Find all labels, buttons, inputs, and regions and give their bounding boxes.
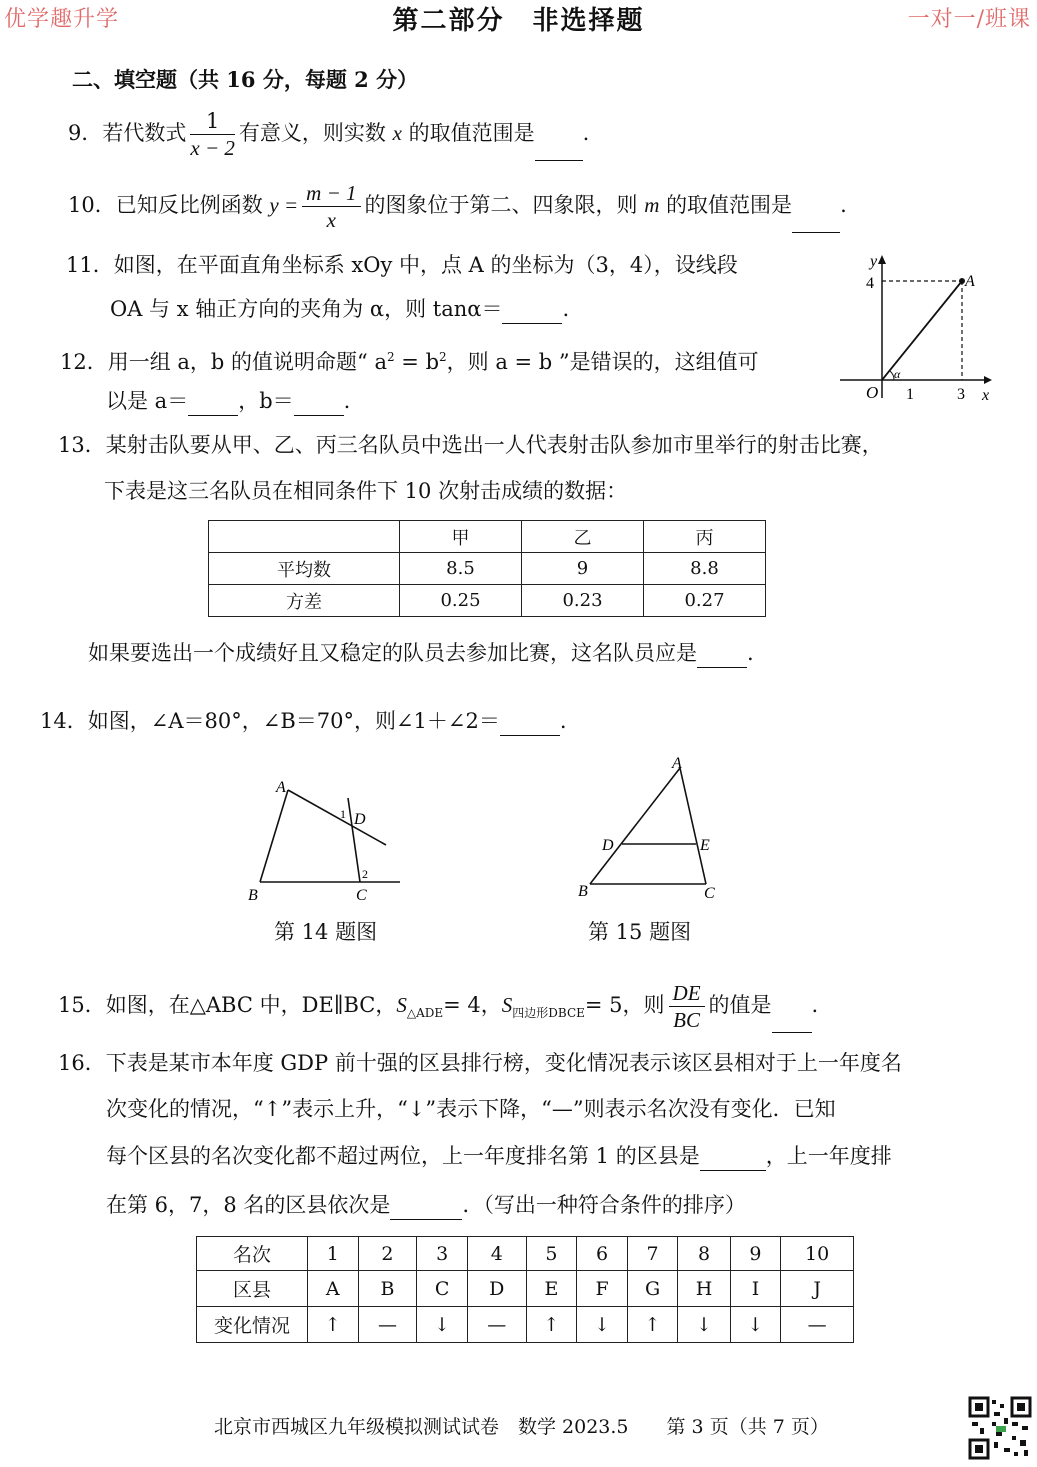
q14-caption: 第 14 题图 bbox=[274, 920, 378, 944]
q10-text-pre: 已知反比例函数 bbox=[115, 193, 263, 217]
table-cell: 10 bbox=[781, 1237, 854, 1271]
q13-score-table bbox=[208, 520, 766, 617]
table-cell: 4 bbox=[467, 1237, 526, 1271]
label-d: D bbox=[354, 811, 366, 828]
question-number: 15． bbox=[58, 993, 106, 1017]
q10-text-post: 的图象位于第二、四象限，则 bbox=[364, 193, 638, 217]
answer-blank bbox=[697, 645, 747, 668]
q9-variable: x bbox=[392, 121, 402, 145]
origin-label: O bbox=[866, 383, 879, 402]
x-axis-arrow bbox=[984, 376, 992, 384]
table-cell: 9 bbox=[730, 1237, 781, 1271]
question-11-line1 bbox=[66, 250, 738, 280]
q10-numerator: m − 1 bbox=[302, 180, 360, 207]
table-cell: ↓ bbox=[417, 1307, 468, 1343]
table-cell: 9 bbox=[522, 553, 644, 585]
q15-s2-val: = 5，则 bbox=[584, 993, 665, 1017]
q14-figure bbox=[240, 770, 420, 910]
q13-end: . bbox=[747, 641, 754, 665]
table-cell: 8.8 bbox=[644, 553, 766, 585]
label-a: A bbox=[672, 755, 682, 772]
question-11-line2 bbox=[110, 294, 569, 324]
label-c: C bbox=[704, 885, 715, 902]
table-header-cell: 变化情况 bbox=[197, 1307, 308, 1343]
table-cell: H bbox=[678, 1271, 730, 1307]
page-title: 第二部分 非选择题 bbox=[392, 6, 645, 36]
table-cell: 5 bbox=[526, 1237, 577, 1271]
table-header-cell bbox=[209, 521, 400, 553]
table-cell: — bbox=[781, 1307, 854, 1343]
table-cell: J bbox=[781, 1271, 854, 1307]
table-cell: 2 bbox=[358, 1237, 417, 1271]
table-cell: 0.27 bbox=[644, 585, 766, 617]
table-cell: ↑ bbox=[627, 1307, 678, 1343]
q10-denominator: x bbox=[326, 208, 336, 232]
q12-line1-mid: = b bbox=[394, 350, 440, 374]
q16-line3-post: ，上一年度排 bbox=[765, 1144, 892, 1168]
q16-line3-pre: 每个区县的名次变化都不超过两位，上一年度排名第 1 的区县是 bbox=[106, 1144, 700, 1168]
answer-blank-1 bbox=[700, 1148, 766, 1171]
question-number: 16． bbox=[58, 1051, 106, 1075]
angle-2-label: 2 bbox=[362, 867, 368, 881]
question-12-line2 bbox=[106, 386, 350, 416]
q11-line1: 如图，在平面直角坐标系 xOy 中，点 A 的坐标为（3，4），设线段 bbox=[113, 253, 738, 277]
table-header-cell: 乙 bbox=[522, 521, 644, 553]
q11-end: . bbox=[562, 297, 570, 321]
answer-blank-2 bbox=[390, 1197, 462, 1220]
table-row bbox=[209, 521, 766, 553]
tick-x-1: 1 bbox=[906, 386, 914, 403]
q13-line3: 如果要选出一个成绩好且又稳定的队员去参加比赛，这名队员应是 bbox=[88, 641, 697, 665]
q10-fraction bbox=[302, 180, 360, 233]
table-cell: ↑ bbox=[308, 1307, 359, 1343]
q15-fraction bbox=[669, 980, 705, 1033]
q16-line1: 下表是某市本年度 GDP 前十强的区县排行榜，变化情况表示该区县相对于上一年度名 bbox=[105, 1051, 902, 1075]
table-header-cell: 区县 bbox=[197, 1271, 308, 1307]
answer-blank bbox=[772, 1010, 812, 1033]
table-row bbox=[197, 1271, 854, 1307]
q9-text-post: 有意义，则实数 bbox=[238, 121, 386, 145]
table-cell: A bbox=[308, 1271, 359, 1307]
question-16-line4 bbox=[106, 1190, 746, 1220]
q15-end: . bbox=[811, 993, 819, 1017]
question-number: 9． bbox=[68, 121, 103, 145]
answer-blank-b bbox=[294, 393, 344, 416]
tick-y-4: 4 bbox=[866, 275, 874, 292]
table-cell: I bbox=[730, 1271, 781, 1307]
q15-numerator: DE bbox=[669, 980, 705, 1007]
label-e: E bbox=[700, 837, 710, 854]
q9-fraction bbox=[190, 108, 235, 161]
y-axis-arrow bbox=[878, 255, 886, 264]
label-d: D bbox=[602, 837, 614, 854]
q9-text-pre: 若代数式 bbox=[102, 121, 187, 145]
question-12-line1 bbox=[60, 342, 759, 377]
q16-ranking-table bbox=[196, 1236, 854, 1343]
q15-denominator: BC bbox=[673, 1008, 700, 1032]
q12-end: . bbox=[343, 389, 351, 413]
label-b: B bbox=[578, 883, 588, 900]
table-row bbox=[197, 1237, 854, 1271]
question-10 bbox=[68, 180, 847, 233]
tick-x-3: 3 bbox=[957, 386, 965, 403]
table-cell: 方差 bbox=[209, 585, 400, 617]
q9-end: . bbox=[582, 121, 590, 145]
question-13-line1 bbox=[58, 430, 883, 460]
q16-line4-post: ．（写出一种符合条件的排序） bbox=[462, 1193, 746, 1217]
table-cell: 1 bbox=[308, 1237, 359, 1271]
q10-end: . bbox=[840, 193, 847, 217]
question-15 bbox=[58, 980, 818, 1033]
q11-line2: OA 与 x 轴正方向的夹角为 α，则 tanα＝ bbox=[110, 297, 503, 321]
question-13-line3 bbox=[88, 638, 754, 668]
question-16-line1 bbox=[58, 1048, 902, 1078]
q12-line1-pre: 用一组 a，b 的值说明命题“ a bbox=[107, 350, 387, 374]
table-row bbox=[197, 1307, 854, 1343]
table-cell: 8 bbox=[678, 1237, 730, 1271]
q10-y-eq: y = bbox=[269, 193, 299, 217]
q12-line1-post: ，则 a = b ”是错误的，这组值可 bbox=[446, 350, 759, 374]
label-c: C bbox=[356, 887, 367, 904]
q15-caption: 第 15 题图 bbox=[588, 920, 692, 944]
table-row bbox=[209, 553, 766, 585]
q9-numerator: 1 bbox=[190, 108, 235, 135]
q15-s2: S bbox=[501, 993, 513, 1017]
question-number: 13． bbox=[58, 433, 106, 457]
question-9 bbox=[68, 108, 589, 161]
q15-text-post: 的值是 bbox=[708, 993, 772, 1017]
answer-blank bbox=[535, 138, 583, 161]
table-cell: 0.25 bbox=[400, 585, 522, 617]
table-cell: ↓ bbox=[577, 1307, 628, 1343]
page-footer: 北京市西城区九年级模拟测试试卷 数学 2023.5 第 3 页（共 7 页） bbox=[214, 1416, 829, 1438]
q15-s1: S bbox=[396, 993, 407, 1017]
q16-line4-pre: 在第 6，7，8 名的区县依次是 bbox=[106, 1193, 391, 1217]
table-cell: E bbox=[526, 1271, 577, 1307]
q15-text-pre: 如图，在△ABC 中，DE∥BC， bbox=[105, 993, 397, 1017]
table-cell: — bbox=[467, 1307, 526, 1343]
watermark-right: 一对一/班课 bbox=[907, 7, 1031, 32]
question-14 bbox=[40, 706, 567, 736]
q14-text: 如图，∠A＝80°，∠B＝70°，则∠1＋∠2＝ bbox=[87, 709, 500, 733]
question-number: 10． bbox=[68, 193, 116, 217]
angle-label: α bbox=[894, 367, 901, 381]
watermark-left: 优学趣升学 bbox=[4, 7, 120, 32]
segment-oa bbox=[882, 281, 962, 380]
q10-variable: m bbox=[644, 193, 660, 217]
table-cell: F bbox=[577, 1271, 628, 1307]
y-label: y bbox=[870, 253, 878, 270]
table-cell: 7 bbox=[627, 1237, 678, 1271]
section-heading: 二、填空题（共 16 分，每题 2 分） bbox=[72, 67, 419, 92]
answer-blank bbox=[502, 301, 562, 324]
q13-line1: 某射击队要从甲、乙、丙三名队员中选出一人代表射击队参加市里举行的射击比赛， bbox=[105, 433, 883, 457]
table-cell: 3 bbox=[417, 1237, 468, 1271]
question-16-line2: 次变化的情况，“↑”表示上升，“↓”表示下降，“—”则表示名次没有变化．已知 bbox=[106, 1097, 836, 1121]
x-label: x bbox=[982, 387, 990, 404]
answer-blank bbox=[500, 713, 560, 736]
table-cell: ↓ bbox=[678, 1307, 730, 1343]
question-13-line2: 下表是这三名队员在相同条件下 10 次射击成绩的数据： bbox=[104, 479, 628, 503]
table-cell: — bbox=[358, 1307, 417, 1343]
question-number: 11． bbox=[66, 253, 114, 277]
label-b: B bbox=[248, 887, 258, 904]
table-cell: ↓ bbox=[730, 1307, 781, 1343]
q10-text-post2: 的取值范围是 bbox=[666, 193, 793, 217]
q12-line2-b: ，b＝ bbox=[238, 389, 294, 413]
q14-end: . bbox=[559, 709, 567, 733]
table-cell: 平均数 bbox=[209, 553, 400, 585]
q12-exponent-b: 2 bbox=[439, 350, 447, 364]
table-cell: D bbox=[467, 1271, 526, 1307]
label-a: A bbox=[276, 779, 286, 796]
segment-ad-extended bbox=[288, 790, 386, 845]
q12-line2-a: 以是 a＝ bbox=[106, 389, 189, 413]
q15-s2-sub: 四边形DBCE bbox=[512, 1006, 585, 1021]
table-cell: G bbox=[627, 1271, 678, 1307]
table-header-cell: 名次 bbox=[197, 1237, 308, 1271]
segment-ac bbox=[680, 768, 706, 884]
q11-coordinate-figure bbox=[830, 248, 1000, 410]
table-cell: 0.23 bbox=[522, 585, 644, 617]
table-header-cell: 丙 bbox=[644, 521, 766, 553]
table-cell: C bbox=[417, 1271, 468, 1307]
answer-blank-a bbox=[188, 393, 238, 416]
table-cell: B bbox=[358, 1271, 417, 1307]
qr-code-icon bbox=[968, 1396, 1032, 1460]
table-cell: 8.5 bbox=[400, 553, 522, 585]
q15-s1-val: = 4， bbox=[443, 993, 502, 1017]
q9-text-post2: 的取值范围是 bbox=[408, 121, 535, 145]
table-header-cell: 甲 bbox=[400, 521, 522, 553]
table-cell: 6 bbox=[577, 1237, 628, 1271]
question-number: 12． bbox=[60, 350, 108, 374]
q9-denominator: x − 2 bbox=[190, 136, 235, 160]
angle-1-label: 1 bbox=[340, 807, 346, 821]
segment-ab bbox=[260, 790, 288, 882]
q15-s1-sub: △ADE bbox=[406, 1006, 444, 1021]
table-row bbox=[209, 585, 766, 617]
table-cell: ↑ bbox=[526, 1307, 577, 1343]
question-number: 14． bbox=[40, 709, 88, 733]
q15-figure bbox=[570, 750, 730, 910]
point-a-label: A bbox=[965, 273, 975, 290]
question-16-line3 bbox=[106, 1141, 892, 1171]
answer-blank bbox=[792, 210, 840, 233]
q12-exponent-a: 2 bbox=[386, 350, 395, 364]
segment-ab bbox=[590, 768, 680, 884]
